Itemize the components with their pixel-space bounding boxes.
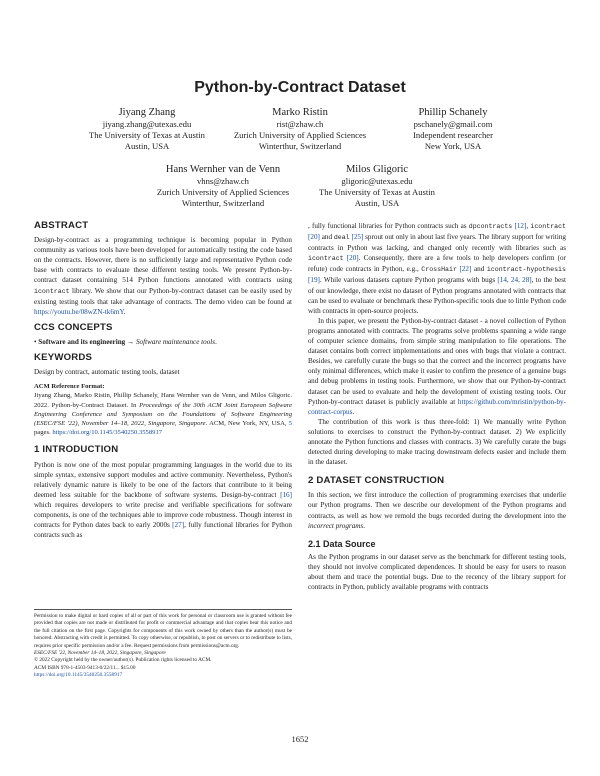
keywords-heading: KEYWORDS: [34, 352, 93, 364]
author-affiliation: Zurich University of Applied Sciences: [156, 187, 290, 197]
author-block: [368, 106, 538, 152]
author-block: [215, 106, 385, 152]
citation[interactable]: [19]: [308, 276, 320, 285]
ccs-heading: CCS CONCEPTS: [34, 321, 113, 333]
citation[interactable]: [14, 24, 28]: [497, 276, 532, 285]
author-name: Milos Gligoric: [345, 164, 409, 175]
author-name: Jiyang Zhang: [118, 107, 176, 118]
author-block: [292, 163, 462, 209]
intro-heading: 1 INTRODUCTION: [34, 444, 119, 456]
keywords-text: Design by contract, automatic testing tools, dataset: [34, 368, 180, 377]
author-email[interactable]: rist@zhaw.ch: [276, 119, 324, 129]
citation[interactable]: [20]: [308, 233, 320, 242]
intro-continued: , fully functional libraries for Python contracts such as dpcontracts [12], icontract [20] and deal [25] sprout out only in about last five years. The library support for writing contracts in Python was lacking, and changed only recently with libraries such as icontract [20]. Consequently, there are a few tools to help developers confirm (or refute) code contracts in Python, e.g., CrossHair [22] and icontract-hypothesis [19]. While various datasets capture Python programs with bugs [14, 24, 28], to the best of our knowledge, there exist no dataset of Python programs annotated with contracts that can be used to evaluate or benchmark these Python-specific tools due to little Python code with contracts in open-source projects.: [308, 222, 566, 315]
citation[interactable]: [22]: [459, 265, 472, 274]
author-affiliation: Zurich University of Applied Sciences: [233, 130, 367, 140]
intro-paragraph-3: The contribution of this work is thus three-fold: 1) We manually write Python solutions to exercises to construct the Python-by-contract dataset. 2) We explicitly annotate the Python functions and classes with contracts. 3) We carefully curate the bugs detected during developing to make tracing downstream defects easier and include them in the dataset.: [308, 417, 566, 467]
author-affiliation: Independent researcher: [413, 130, 493, 140]
author-name: Marko Ristin: [272, 107, 328, 118]
left-column: [34, 221, 292, 540]
ccs-text: • Software and its engineering → Software maintenance tools.: [34, 337, 217, 346]
author-email[interactable]: vhns@zhaw.ch: [197, 176, 249, 186]
section21-paragraph: As the Python programs in our dataset serve as the benchmark for different testing tools, they should not involve complicated dependences. It should be easy for users to reason about them and trace the potential bugs. Due to the recency of the library support for contracts in Python, publicly available programs with contracts: [308, 552, 566, 592]
author-email[interactable]: gligoric@utexas.edu: [341, 176, 413, 186]
right-column: [308, 221, 566, 592]
author-block: [138, 163, 308, 209]
doi-link[interactable]: https://doi.org/10.1145/3540250.3558917: [52, 429, 163, 437]
author-affiliation: The University of Texas at Austin: [89, 130, 205, 140]
author-email[interactable]: pschanely@gmail.com: [413, 119, 493, 129]
demo-video-link[interactable]: https://youtu.be/08wZN-tk6mY: [34, 307, 124, 316]
author-location: Austin, USA: [124, 141, 170, 151]
section21-heading: 2.1 Data Source: [308, 538, 376, 549]
author-block: [62, 106, 232, 152]
author-name: Phillip Schanely: [418, 107, 488, 118]
author-location: New York, USA: [424, 141, 482, 151]
intro-paragraph: Python is now one of the most popular programming languages in the world due to its simple syntax, extensive support modules and active community. Nevertheless, Python's relatively dynamic nature is likely to be one of the factors that contribute to it being deemed less suitable for the backbone of software systems. Design-by-contract [16] which requires developers to write precise and verifiable specifications for software components, is one of the techniques able to improve code robustness. Though interest in contracts for Python dates back to early 2000s [27], fully functional libraries for Python contracts such as: [34, 460, 292, 540]
citation[interactable]: [25]: [351, 233, 364, 242]
citation[interactable]: [16]: [280, 490, 292, 499]
author-location: Winterthur, Switzerland: [258, 141, 342, 151]
code-icontract: icontract: [34, 287, 70, 295]
author-affiliation: The University of Texas at Austin: [319, 187, 435, 197]
abstract-heading: ABSTRACT: [34, 220, 89, 231]
abstract-text: Design-by-contract as a programming technique is becoming popular in Python community as various tools have been developed for automatically testing the code based on the contracts. However, there is no sufficiently large and representative Python code base with contracts to evaluate these different testing tools. We present Python-by-contract dataset containing 514 Python functions annotated with contracts using icontract library. We show that our Python-by-contract dataset can be easily used by existing testing tools that take advantage of contracts. The demo video can be found at https://youtu.be/08wZN-tk6mY.: [34, 236, 292, 316]
author-name: Hans Wernher van de Venn: [165, 164, 281, 175]
page-number: 1652: [291, 734, 309, 744]
repo-link[interactable]: https://github.com/mristin/python-by-contract-corpus: [308, 397, 566, 416]
permission-footnote: Permission to make digital or hard copies of all or part of this work for personal or classroom use is granted without fee provided that copies are not made or distributed for profit or commercial advantage and that copies bear this notice and the full citation on the first page. Copyrights for components of this work owned by others than the author(s) must be honored. Abstracting with credit is permitted. To copy otherwise, or republish, to post on servers or to redistribute to lists, requires prior specific permission and/or a fee. Request permissions from permissions@acm.org. ESEC/FSE '22, November 14–18, 2022, Singapore, Singapore © 2022 Copyright held by the owner/author(s). Publication rights licensed to ACM. ACM ISBN 978-1-4503-9413-0/22/11... $15.00 https://doi.org/10.1145/3540250.3558917: [34, 609, 292, 680]
paper-title: Python-by-Contract Dataset: [194, 79, 406, 96]
citation[interactable]: [12]: [514, 222, 527, 230]
section2-paragraph: In this section, we first introduce the collection of programming exercises that underlie our Python programs. Then we describe our development of the Python programs and contracts, as well as how we remold the bugs recorded during the development into the incorrect programs.: [308, 491, 566, 530]
author-location: Winterthur, Switzerland: [181, 198, 265, 208]
section2-heading: 2 DATASET CONSTRUCTION: [308, 475, 445, 487]
author-location: Austin, USA: [354, 198, 400, 208]
intro-paragraph-2: In this paper, we present the Python-by-contract dataset - a novel collection of Python programs annotated with contracts. The programs solve problems spanning a wide range of computer science domains, from simple string manipulation to file operations. The dataset contains both correct implementations and ones with bugs that violate a contract. Besides, we carefully curate the bugs so that the correct and the incorrect programs have only minimal differences, which make it easier to confirm the presence of a genuine bugs and debug problems in testing tools. Furthermore, we show that our Python-by-contract dataset can be used to evaluate and help the development of existing testing tools. Our Python-by-contract dataset is publicly available at https://github.com/mristin/python-by-contract-corpus.: [308, 316, 566, 416]
citation[interactable]: [20]: [346, 254, 359, 263]
acm-reference: ACM Reference Format: Jiyang Zhang, Marko Ristin, Phillip Schanely, Hans Wernher van de Venn, and Milos Gligoric. 2022. Python-by-Contract Dataset. In Proceedings of the 30th ACM Joint European Software Engineering Conference and Symposium on the Foundations of Software Engineering (ESEC/FSE '22), November 14–18, 2022, Singapore, Singapore. ACM, New York, NY, USA, 5 pages. https://doi.org/10.1145/3540250.3558917: [34, 383, 292, 437]
footnote-doi-link[interactable]: https://doi.org/10.1145/3540250.3558917: [34, 672, 123, 679]
citation[interactable]: [27]: [172, 521, 185, 530]
author-email[interactable]: jiyang.zhang@utexas.edu: [102, 119, 192, 129]
